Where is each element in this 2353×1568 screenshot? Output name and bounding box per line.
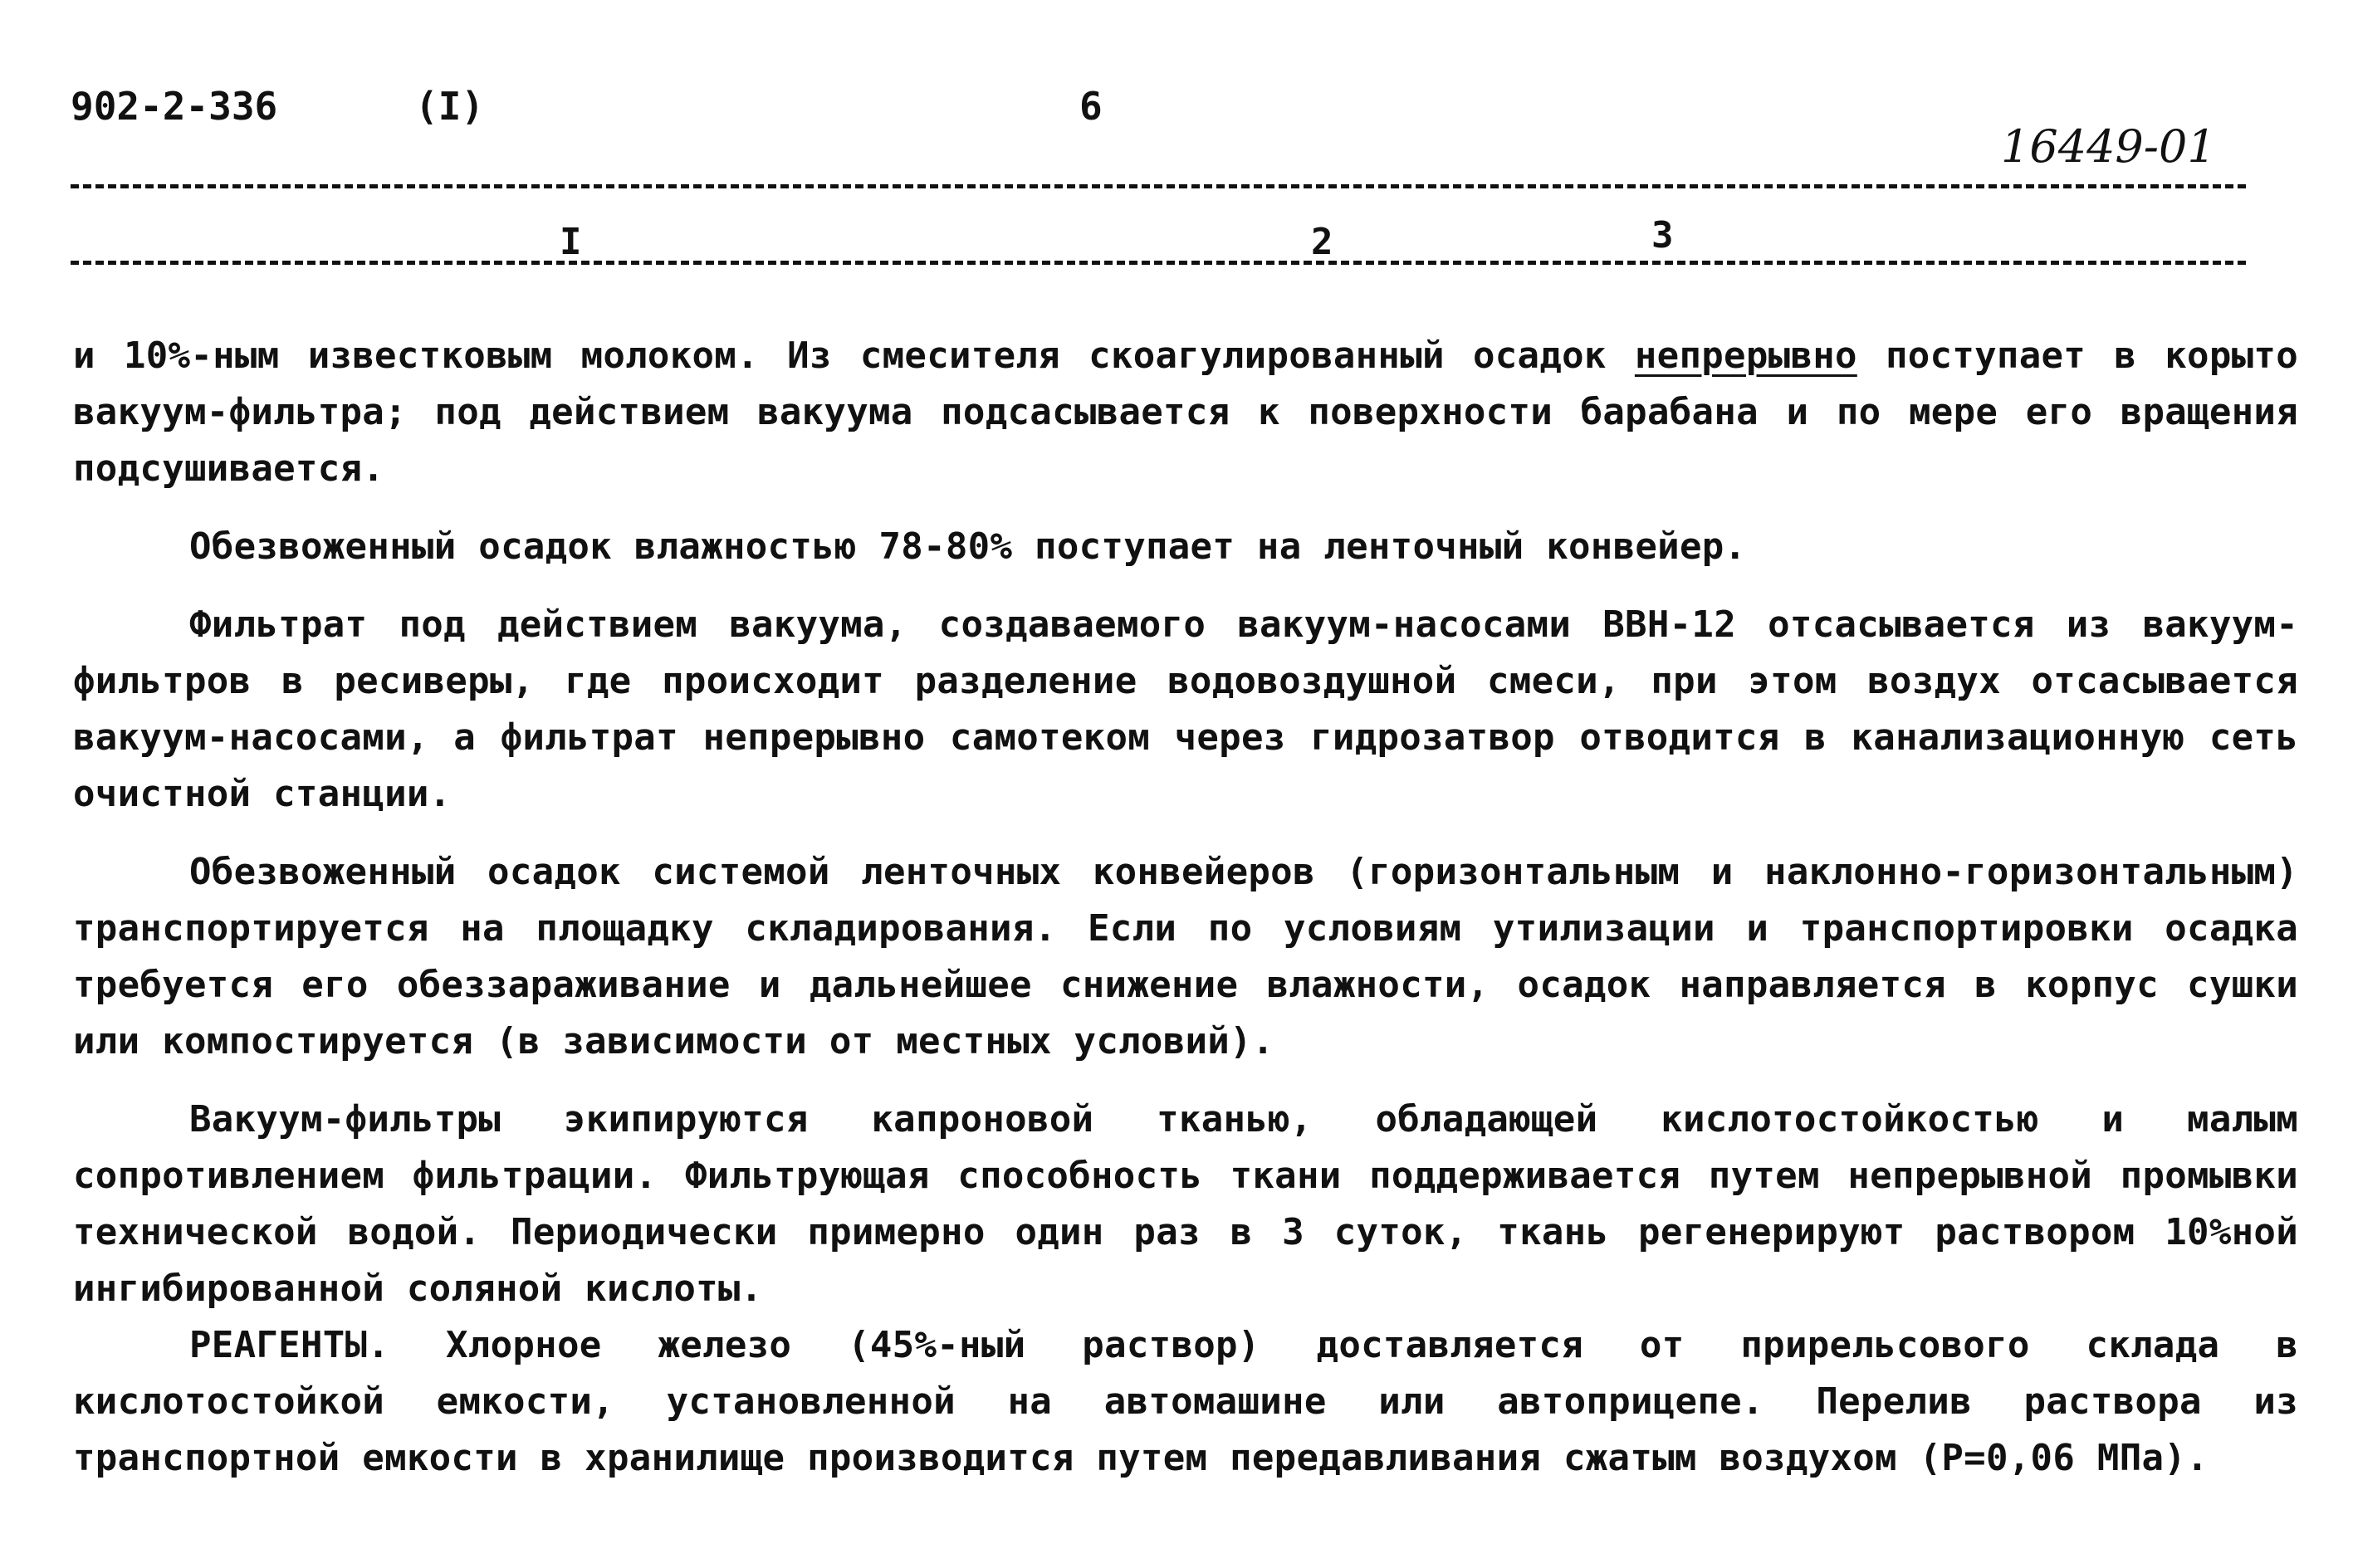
page-number: 6 (1079, 84, 1103, 129)
paragraph-2: Обезвоженный осадок влажностью 78-80% поступает на ленточный конвейер. (189, 525, 1747, 568)
underlined-word: непрерывно (1634, 335, 1857, 377)
doc-code: 902-2-336 (71, 84, 278, 129)
paragraph-1-end: поступает в корыто вакуум-фильтра; под действием вакуума подсасывается к поверхности барабана и по мере его вращения подсушивается. (73, 335, 2298, 490)
paragraph-1-start: и 10%-ным известковым молоком. Из смесителя скоагулированный осадок (73, 335, 1635, 377)
column-divider-line (71, 261, 2246, 265)
column-number-1: I (556, 224, 585, 261)
column-number-2: 2 (1308, 224, 1337, 261)
paragraph-3: Фильтрат под действием вакуума, создаваемого вакуум-насосами ВВН-12 отсасывается из вакуум-фильтров в ресиверы, где происходит разделение водовоздушной смеси, при этом воздух отсасывается вакуум-насосами, а фильтрат непрерывно самотеком через гидрозатвор отводится в канализационную сеть очистной станции. (73, 603, 2298, 815)
archive-number: 16449-01 (2001, 120, 2216, 173)
header-divider-line (71, 184, 2246, 188)
body-text (73, 328, 2298, 1487)
paragraph-1 (73, 328, 2298, 497)
paragraph-6: РЕАГЕНТЫ. Хлорное железо (45%-ный раствор) доставляется от прирельсового склада в кислотостойкой емкости, установленной на автомашине или автоприцепе. Перелив раствора из транспортной емкости в хранилище производится путем передавливания сжатым воздухом (Р=0,06 МПа). (73, 1324, 2298, 1479)
paragraph-5: Вакуум-фильтры экипируются капроновой тканью, обладающей кислотостойкостью и малым сопротивлением фильтрации. Фильтрующая способность ткани поддерживается путем непрерывной промывки технической водой. Периодически примерно один раз в 3 суток, ткань регенерируют раствором 10%ной ингибированной соляной кислоты. (73, 1098, 2298, 1310)
column-number-3: 3 (1648, 217, 1677, 254)
paragraph-4: Обезвоженный осадок системой ленточных конвейеров (горизонтальным и наклонно-горизонтальным) транспортируется на площадку складирования. Если по условиям утилизации и транспортировки осадка требуется его обеззараживание и дальнейшее снижение влажности, осадок направляется в корпус сушки или компостируется (в зависимости от местных условий). (73, 851, 2298, 1062)
part-number: (I) (415, 84, 485, 129)
